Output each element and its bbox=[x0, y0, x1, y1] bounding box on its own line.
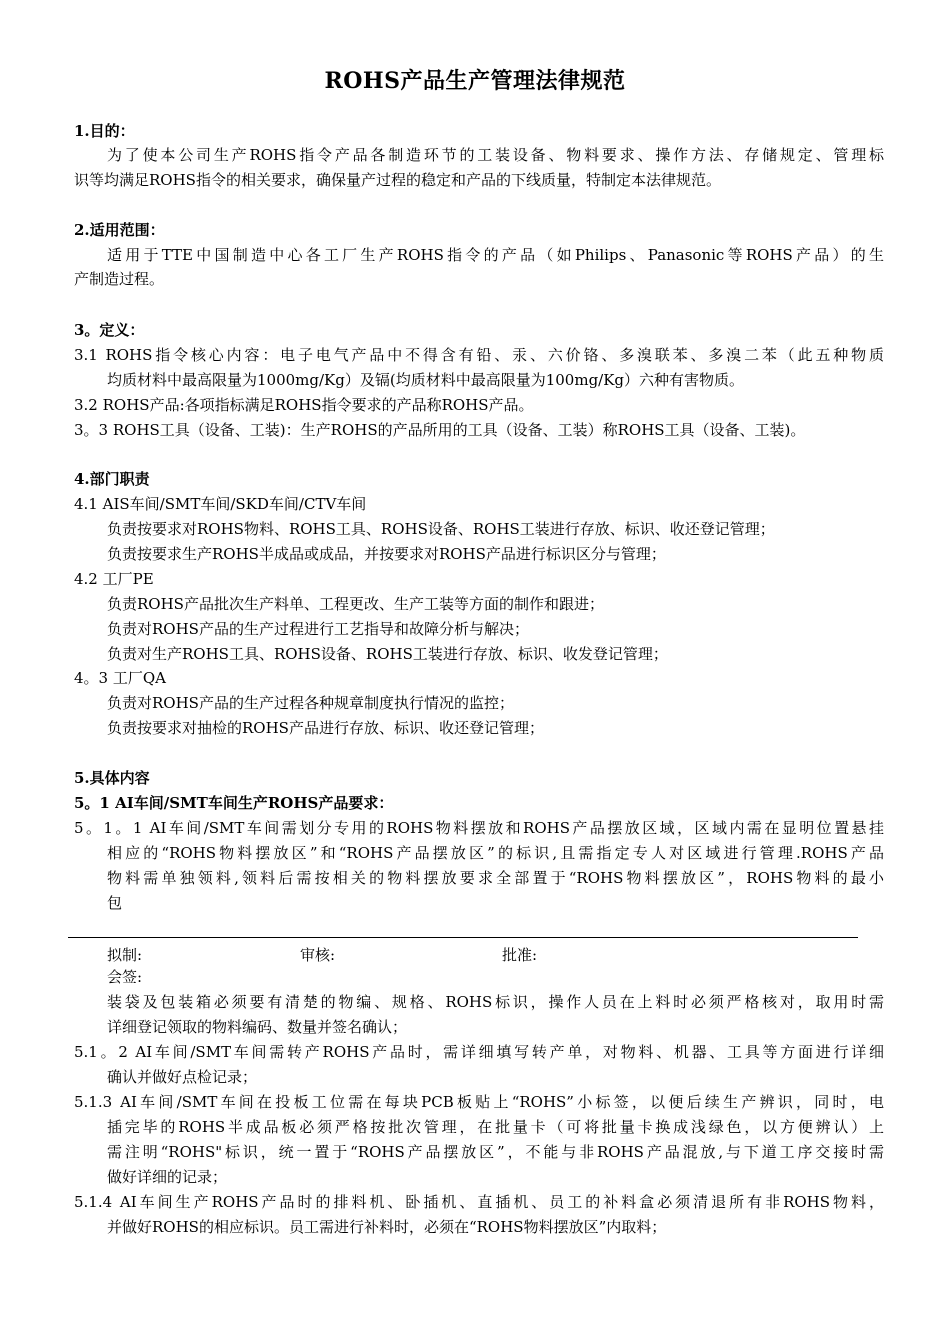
duty-line: 负责按要求对抽检的ROHS产品进行存放、标识、收还登记管理； bbox=[107, 719, 544, 737]
item-5-1-3-cont: 需注明“ROHS"标识，统一置于“ROHS产品摆放区”，不能与非ROHS产品混放,与下道工序交接时需 bbox=[107, 1143, 884, 1161]
duty-line: 负责对ROHS产品的生产过程各种规章制度执行情况的监控； bbox=[107, 694, 514, 712]
duty-line: 负责按要求生产ROHS半成品或成品，并按要求对ROHS产品进行标识区分与管理； bbox=[107, 545, 666, 563]
section-1-heading: 1.目的： bbox=[74, 122, 135, 140]
dept-4-1: 4.1 AIS车间/SMT车间/SKD车间/CTV车间 bbox=[74, 495, 367, 513]
section-5-1-heading: 5。1 AI车间/SMT车间生产ROHS产品要求： bbox=[74, 794, 394, 812]
item-5-1-2-cont: 确认并做好点检记录； bbox=[107, 1068, 258, 1086]
item-5-1-3-cont: 做好详细的记录； bbox=[107, 1168, 228, 1186]
item-5-1-1-cont: 包 bbox=[107, 894, 123, 912]
definition-3-3: 3。3 ROHS工具（设备、工装)：生产ROHS的产品所用的工具（设备、工装）称ROHS工具（设备、工装)。 bbox=[74, 421, 806, 439]
review-label: 审核: bbox=[300, 946, 336, 964]
item-5-1-1-cont: 相应的“ROHS物料摆放区”和“ROHS产品摆放区”的标识,且需指定专人对区域进行管理.ROHS产品 bbox=[107, 844, 884, 862]
paragraph-line: 识等均满足ROHS指令的相关要求，确保量产过程的稳定和产品的下线质量，特制定本法律规范。 bbox=[74, 171, 721, 189]
item-5-1-1-cont: 物料需单独领料,领料后需按相关的物料摆放要求全部置于“ROHS物料摆放区”，ROHS物料的最小 bbox=[107, 869, 884, 887]
dept-4-2: 4.2 工厂PE bbox=[74, 570, 154, 588]
paragraph-line: 装袋及包装箱必须要有清楚的物编、规格、ROHS标识，操作人员在上料时必须严格核对，取用时需 bbox=[107, 993, 884, 1011]
item-5-1-2: 5.1。2 AI车间/SMT车间需转产ROHS产品时，需详细填写转产单，对物料、机器、工具等方面进行详细 bbox=[74, 1043, 884, 1061]
item-5-1-4: 5.1.4 AI车间生产ROHS产品时的排料机、卧插机、直插机、员工的补料盒必须清退所有非ROHS物料， bbox=[74, 1193, 884, 1211]
section-4-heading: 4.部门职责 bbox=[74, 470, 150, 488]
document-title: ROHS产品生产管理法律规范 bbox=[324, 68, 626, 94]
item-5-1-3-cont: 插完毕的ROHS半成品板必须严格按批次管理，在批量卡（可将批量卡换成浅绿色，以方便辨认）上 bbox=[107, 1118, 884, 1136]
paragraph-line: 详细登记领取的物料编码、数量并签名确认； bbox=[107, 1018, 408, 1036]
dept-4-3: 4。3 工厂QA bbox=[74, 669, 166, 687]
duty-line: 负责ROHS产品批次生产料单、工程更改、生产工装等方面的制作和跟进； bbox=[107, 595, 604, 613]
definition-3-1: 3.1 ROHS指令核心内容：电子电气产品中不得含有铅、汞、六价铬、多溴联苯、多溴二苯（此五种物质 bbox=[74, 346, 884, 364]
section-2-heading: 2.适用范围： bbox=[74, 221, 165, 239]
item-5-1-3: 5.1.3 AI车间/SMT车间在投板工位需在每块PCB板贴上“ROHS”小标签，以便后续生产辨识，同时，电 bbox=[74, 1093, 884, 1111]
item-5-1-4-cont: 并做好ROHS的相应标识。员工需进行补料时，必须在“ROHS物料摆放区”内取料； bbox=[107, 1218, 667, 1236]
duty-line: 负责对ROHS产品的生产过程进行工艺指导和故障分析与解决； bbox=[107, 620, 529, 638]
draft-label: 拟制: bbox=[107, 946, 143, 964]
duty-line: 负责对生产ROHS工具、ROHS设备、ROHS工装进行存放、标识、收发登记管理； bbox=[107, 645, 668, 663]
countersign-label: 会签: bbox=[107, 968, 143, 986]
section-3-heading: 3。定义： bbox=[74, 321, 145, 339]
paragraph-line: 为了使本公司生产ROHS指令产品各制造环节的工装设备、物料要求、操作方法、存储规定、管理标 bbox=[107, 146, 884, 164]
footer-divider bbox=[68, 937, 858, 938]
definition-3-1-cont: 均质材料中最高限量为1000mg/Kg）及镉(均质材料中最高限量为100mg/Kg）六种有害物质。 bbox=[107, 371, 745, 389]
paragraph-line: 产制造过程。 bbox=[74, 270, 165, 288]
duty-line: 负责按要求对ROHS物料、ROHS工具、ROHS设备、ROHS工装进行存放、标识、收还登记管理； bbox=[107, 520, 775, 538]
item-5-1-1: 5。1。1 AI车间/SMT车间需划分专用的ROHS物料摆放和ROHS产品摆放区域，区域内需在显明位置悬挂 bbox=[74, 819, 884, 837]
section-5-heading: 5.具体内容 bbox=[74, 769, 150, 787]
approve-label: 批准: bbox=[502, 946, 538, 964]
definition-3-2: 3.2 ROHS产品:各项指标满足ROHS指令要求的产品称ROHS产品。 bbox=[74, 396, 534, 414]
paragraph-line: 适用于TTE中国制造中心各工厂生产ROHS指令的产品（如Philips、Panasonic等ROHS产品）的生 bbox=[107, 246, 884, 264]
